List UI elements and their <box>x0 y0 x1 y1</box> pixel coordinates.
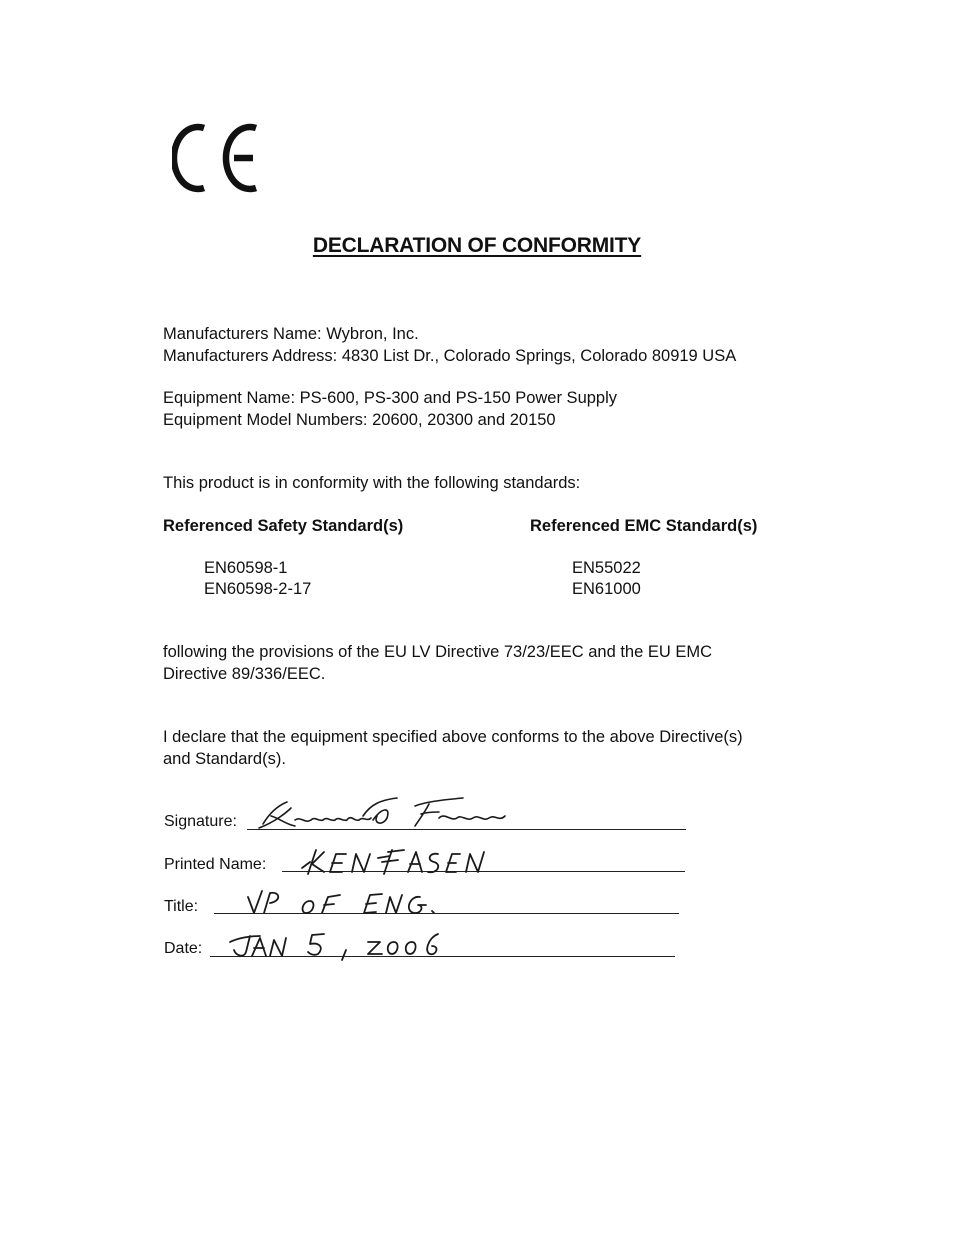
provisions-text-line: Directive 89/336/EEC. <box>163 665 326 683</box>
conformity-statement: This product is in conformity with the following standards: <box>163 474 581 492</box>
printed-name-label: Printed Name: <box>164 856 267 873</box>
emc-standards-heading: Referenced EMC Standard(s) <box>530 517 758 535</box>
safety-standard-item: EN60598-2-17 <box>204 580 312 598</box>
emc-standard-item: EN55022 <box>572 559 641 577</box>
safety-standards-heading: Referenced Safety Standard(s) <box>163 517 404 535</box>
signature-label: Signature: <box>164 813 237 830</box>
safety-standard-item: EN60598-1 <box>204 559 288 577</box>
declaration-text-line: I declare that the equipment specified above conforms to the above Directive(s) <box>163 728 743 746</box>
declaration-text-line: and Standard(s). <box>163 750 286 768</box>
page-title: DECLARATION OF CONFORMITY <box>312 234 642 257</box>
provisions-text-line: following the provisions of the EU LV Directive 73/23/EEC and the EU EMC <box>163 643 713 661</box>
manufacturer-name: Manufacturers Name: Wybron, Inc. <box>163 325 419 343</box>
emc-standard-item: EN61000 <box>572 580 641 598</box>
title-label: Title: <box>164 898 199 915</box>
manufacturer-address: Manufacturers Address: 4830 List Dr., Colorado Springs, Colorado 80919 USA <box>163 347 737 365</box>
ce-mark-logo <box>172 122 264 194</box>
equipment-model-numbers: Equipment Model Numbers: 20600, 20300 and 20150 <box>163 411 556 429</box>
equipment-name: Equipment Name: PS-600, PS-300 and PS-150 Power Supply <box>163 389 618 407</box>
handwritten-signature <box>255 794 510 834</box>
handwritten-date <box>228 928 450 962</box>
date-label: Date: <box>164 940 203 957</box>
handwritten-title <box>244 887 444 917</box>
handwritten-printed-name <box>300 844 500 878</box>
